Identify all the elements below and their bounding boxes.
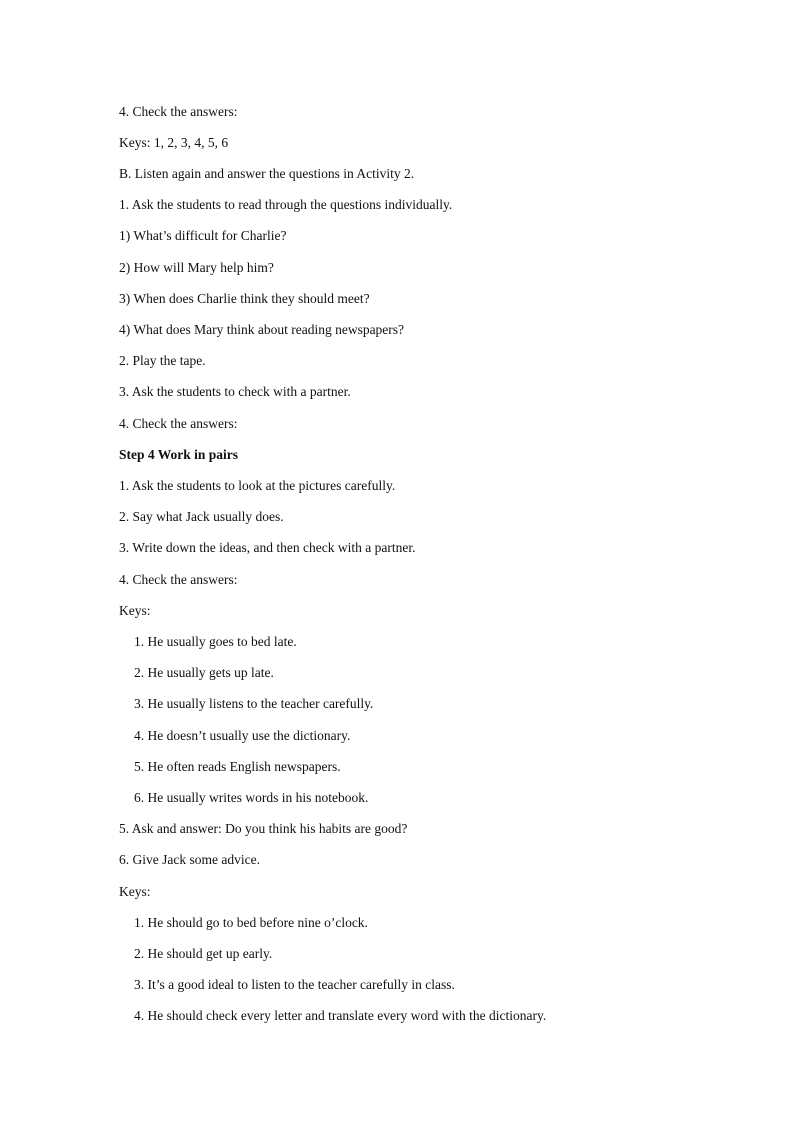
instruction-line: 1. Ask the students to read through the questions individually.: [119, 197, 453, 212]
key-item: 3. He usually listens to the teacher carefully.: [134, 696, 374, 711]
key-item: 6. He usually writes words in his notebook.: [134, 790, 369, 805]
key-item: 5. He often reads English newspapers.: [134, 759, 341, 774]
instruction-line: 5. Ask and answer: Do you think his habits are good?: [119, 821, 408, 836]
instruction-line: 2. Say what Jack usually does.: [119, 509, 284, 524]
question-line: 3) When does Charlie think they should meet?: [119, 291, 370, 306]
instruction-line: 2. Play the tape.: [119, 353, 206, 368]
keys-label: Keys:: [119, 603, 151, 618]
advice-item: 3. It’s a good ideal to listen to the teacher carefully in class.: [134, 977, 455, 992]
instruction-line: 3. Ask the students to check with a partner.: [119, 384, 351, 399]
advice-item: 4. He should check every letter and translate every word with the dictionary.: [134, 1008, 547, 1023]
keys-line: Keys: 1, 2, 3, 4, 5, 6: [119, 135, 229, 150]
key-item: 4. He doesn’t usually use the dictionary.: [134, 728, 351, 743]
question-line: 4) What does Mary think about reading newspapers?: [119, 322, 405, 337]
step-heading: Step 4 Work in pairs: [119, 447, 239, 462]
check-answers-line: 4. Check the answers:: [119, 572, 238, 587]
question-line: 2) How will Mary help him?: [119, 260, 274, 275]
key-item: 1. He usually goes to bed late.: [134, 634, 297, 649]
instruction-line: 1. Ask the students to look at the pictures carefully.: [119, 478, 396, 493]
instruction-line: 3. Write down the ideas, and then check with a partner.: [119, 540, 416, 555]
check-answers-line: 4. Check the answers:: [119, 104, 238, 119]
key-item: 2. He usually gets up late.: [134, 665, 274, 680]
section-b-heading: B. Listen again and answer the questions in Activity 2.: [119, 166, 415, 181]
check-answers-line: 4. Check the answers:: [119, 416, 238, 431]
question-line: 1) What’s difficult for Charlie?: [119, 228, 287, 243]
instruction-line: 6. Give Jack some advice.: [119, 852, 260, 867]
advice-item: 2. He should get up early.: [134, 946, 273, 961]
advice-item: 1. He should go to bed before nine o’clock.: [134, 915, 368, 930]
keys-label: Keys:: [119, 884, 151, 899]
